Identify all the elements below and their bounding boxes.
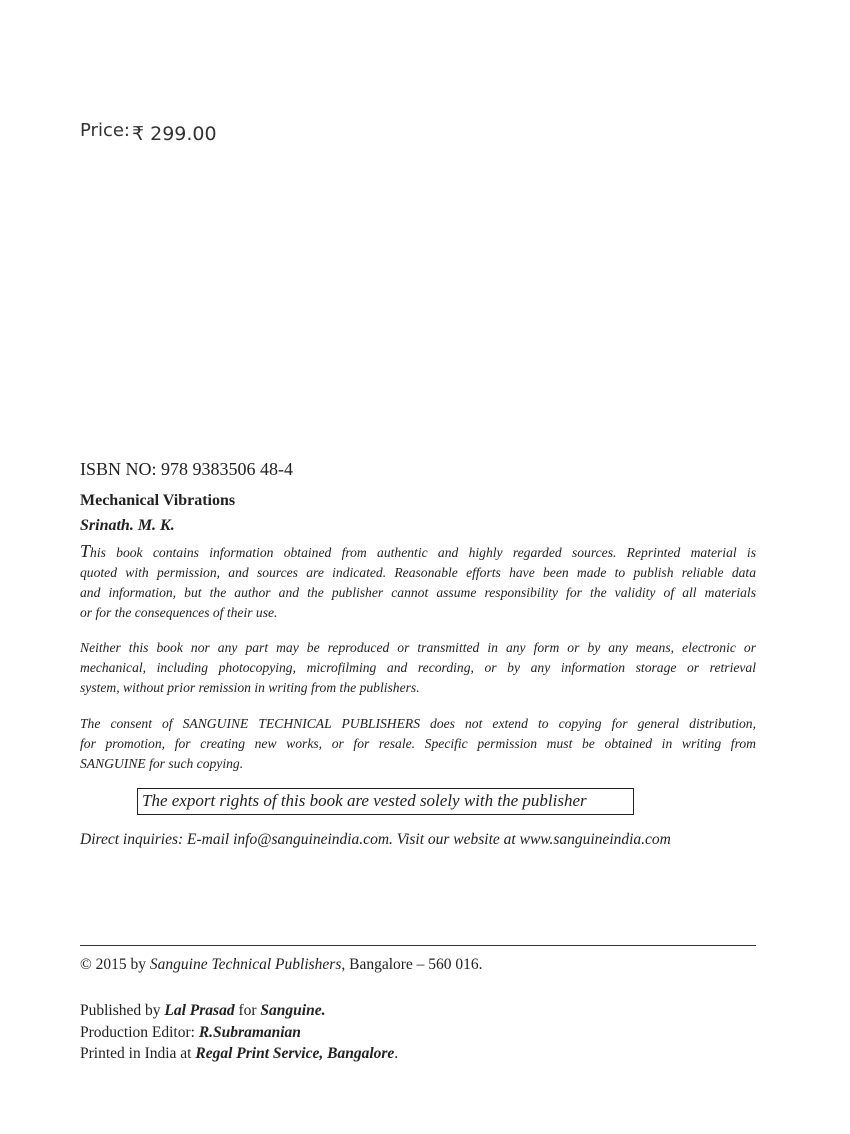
isbn: ISBN NO: 978 9383506 48-4 (80, 459, 294, 479)
text-line (80, 541, 756, 563)
drop-letter: T (80, 541, 91, 561)
text-line: system, without prior remission in writing from the publishers. (80, 680, 420, 695)
divider (80, 945, 756, 946)
printer-name: Regal Print Service, Bangalore (195, 1045, 395, 1062)
text: © 2015 by (80, 956, 150, 973)
price-amount: ₹ 299.00 (131, 123, 217, 145)
production-editor (80, 1022, 398, 1044)
printed-at (80, 1043, 398, 1065)
text: Production Editor: (80, 1023, 199, 1041)
editor-name: R.Subramanian (198, 1023, 301, 1041)
consent-paragraph (80, 714, 756, 774)
text: Printed in India at (80, 1045, 196, 1062)
copyright (80, 956, 483, 974)
disclaimer-paragraph (80, 541, 756, 623)
text-line: or for the consequences of their use. (80, 605, 278, 620)
price (80, 119, 217, 145)
publisher-name: Sanguine Technical Publishers (149, 956, 342, 973)
reproduction-paragraph (80, 638, 756, 698)
text-line: Neither this book nor any part may be reproduced or transmitted in any form or by any means, electronic or (80, 640, 756, 655)
author: Srinath. M. K. (80, 517, 175, 534)
text: . (394, 1045, 399, 1062)
book-title: Mechanical Vibrations (80, 492, 236, 509)
text-line: mechanical, including photocopying, microfilming and recording, or by any information storage or retrieval (80, 660, 756, 675)
publisher-person: Lal Prasad (164, 1002, 235, 1019)
text-line: quoted with permission, and sources are indicated. Reasonable efforts have been made to publish reliable data (80, 565, 756, 580)
text-line: and information, but the author and the publisher cannot assume responsibility for the validity of all materials (80, 585, 756, 600)
text-line: The consent of SANGUINE TECHNICAL PUBLISHERS does not extend to copying for general distribution, (80, 716, 756, 731)
text-line: for promotion, for creating new works, or for resale. Specific permission must be obtained in writing from (80, 736, 756, 751)
text: for (234, 1002, 261, 1019)
export-notice: The export rights of this book are vested solely with the publisher (137, 788, 634, 815)
text: Published by (80, 1002, 165, 1019)
publisher-org: Sanguine. (260, 1002, 326, 1019)
inquiries: Direct inquiries: E-mail info@sanguineindia.com. Visit our website at www.sanguineindia.com (80, 831, 671, 848)
published-by (80, 1000, 398, 1022)
text: his book contains information obtained from authentic and highly regarded sources. Reprinted material is (90, 545, 756, 560)
text: , Bangalore – 560 016. (341, 956, 483, 973)
text-line: SANGUINE for such copying. (80, 756, 244, 771)
price-label: Price: (80, 120, 130, 141)
publication-credits (80, 1000, 398, 1065)
